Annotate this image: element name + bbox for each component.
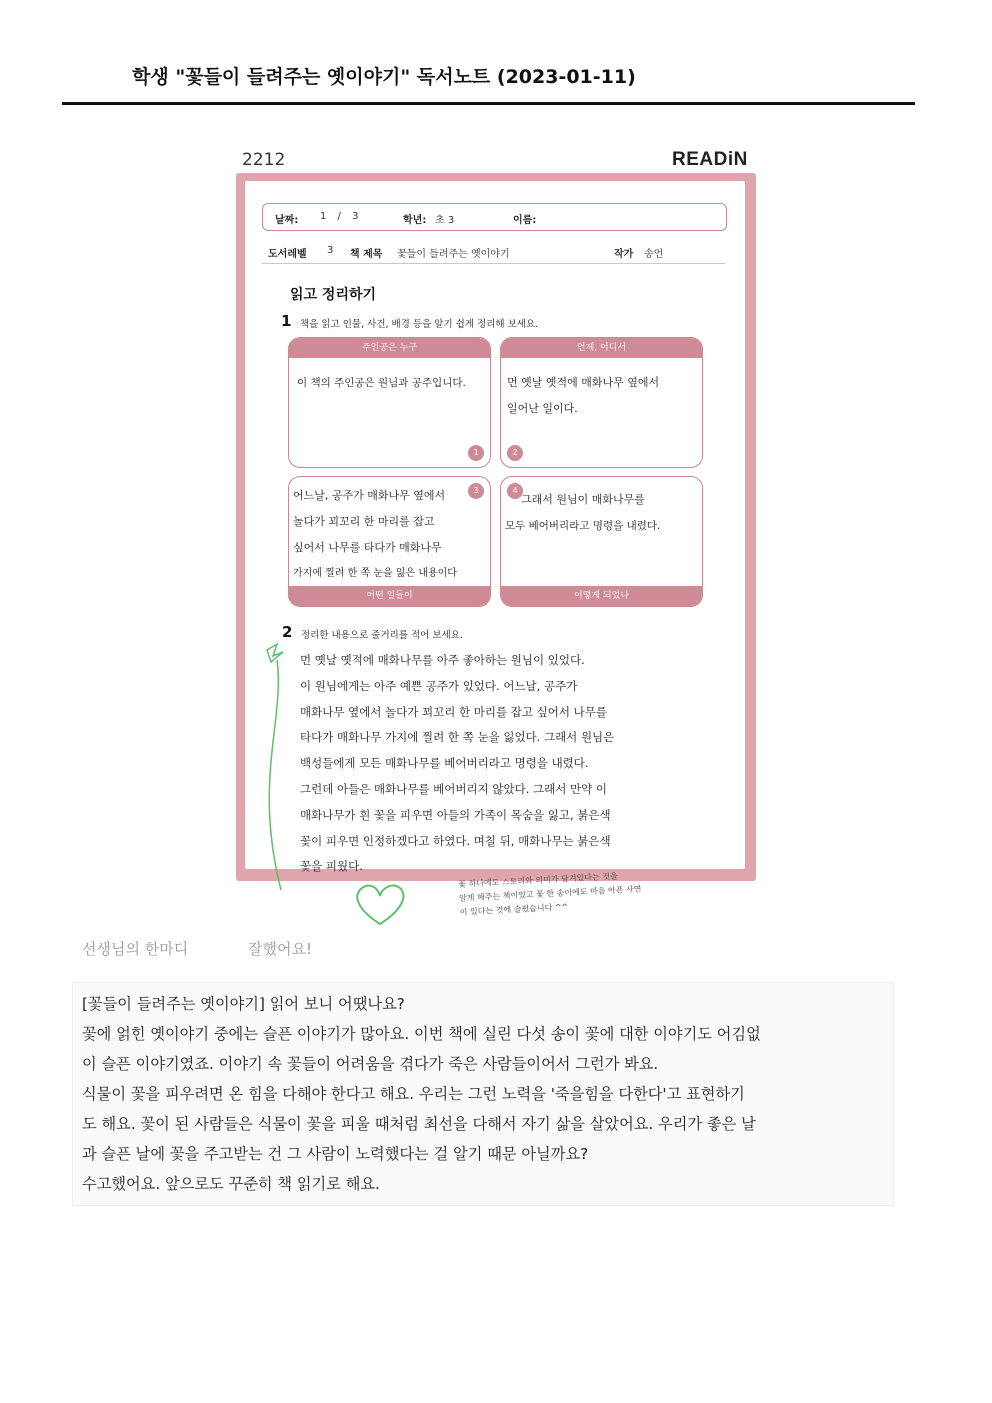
quadrant-header: 어떻게 되었나: [501, 586, 702, 606]
sheet-number: 2212: [242, 150, 286, 170]
section-heading: 읽고 정리하기: [290, 287, 377, 303]
summary-line: 꽃을 피웠다.: [300, 859, 363, 874]
quadrant-number: 1: [468, 445, 484, 461]
teacher-comment-label: 선생님의 한마디: [82, 940, 189, 958]
grade-value: 초 3: [435, 215, 455, 226]
margin-note-line: 이 있다는 것에 슬펐습니다 ^^: [459, 902, 569, 917]
summary-line: 백성들에게 모든 매화나무를 베어버리라고 명령을 내렸다.: [300, 756, 589, 771]
summary-line: 매화나무 옆에서 놀다가 꾀꼬리 한 마리를 잡고 싶어서 나무를: [300, 704, 607, 719]
book-title-value: 꽃들이 들려주는 옛이야기: [397, 249, 510, 260]
summary-line: 그런데 아들은 매화나무를 베어버리지 않았다. 그래서 만약 이: [300, 781, 607, 796]
grade-label: 학년:: [403, 215, 427, 226]
quadrant-when-where: [500, 337, 703, 468]
title-divider: [62, 102, 915, 105]
quadrant-events: [288, 476, 491, 607]
book-author-label: 작가: [614, 249, 634, 260]
quadrant-protagonist: [288, 337, 491, 468]
quadrant-answer-line: 그래서 원님이 매화나무를: [521, 493, 645, 506]
date-value: 1 / 3: [320, 211, 359, 222]
letter-line: 식물이 꽃을 피우려면 온 힘을 다해야 한다고 해요. 우리는 그런 노력을 '죽을힘을 다한다'고 표현하기: [82, 1085, 745, 1103]
summary-line: 먼 옛날 옛적에 매화나무를 아주 좋아하는 원님이 있었다.: [300, 653, 585, 667]
margin-note-line: 꽃 하나에도 스토리와 의미가 담겨있다는 것을: [458, 871, 618, 889]
page-title: 학생 "꽃들이 들려주는 옛이야기" 독서노트 (2023-01-11): [132, 66, 636, 88]
quadrant-answer-line: 어느날, 공주가 매화나무 옆에서: [293, 489, 446, 502]
quadrant-answer-line: 싶어서 나무를 타다가 매화나무: [293, 541, 442, 554]
quadrant-answer-line: 먼 옛날 옛적에 매화나무 옆에서: [507, 376, 660, 389]
name-label: 이름:: [513, 215, 537, 226]
quadrant-number: 3: [468, 483, 484, 499]
quadrant-number: 4: [507, 483, 523, 499]
quadrant-number: 2: [507, 445, 523, 461]
quadrant-header: 주인공은 누구: [289, 338, 490, 358]
letter-line: 도 해요. 꽃이 된 사람들은 식물이 꽃을 피울 때처럼 최선을 다해서 자기 삶을 살았어요. 우리가 좋은 날: [82, 1115, 756, 1133]
date-label: 날짜:: [275, 215, 299, 226]
green-heart-doodle-icon: [350, 880, 410, 930]
book-author-value: 송언: [644, 249, 664, 260]
brand-logo: READiN: [672, 149, 748, 170]
summary-line: 이 원님에게는 아주 예쁜 공주가 있었다. 어느날, 공주가: [300, 678, 578, 693]
book-title-label: 책 제목: [350, 249, 383, 260]
book-info-divider: [262, 263, 725, 264]
question-2-text: 정리한 내용으로 줄거리를 적어 보세요.: [301, 630, 463, 641]
teacher-letter: [82, 989, 892, 1199]
margin-note-line: 알게 해주는 책이었고 꽃 한 송이에도 마음 아픈 사연: [458, 884, 642, 903]
teacher-comment: 잘했어요!: [248, 940, 312, 958]
question-2-number: 2: [282, 623, 293, 641]
quadrant-answer-line: 놀다가 꾀꼬리 한 마리를 잡고: [293, 515, 435, 528]
letter-line: 이 슬픈 이야기였죠. 이야기 속 꽃들이 어려움을 겪다가 죽은 사람들이어서 그런가 봐요.: [82, 1055, 659, 1073]
quadrant-answer-line: 일어난 일이다.: [507, 402, 578, 415]
letter-line: [꽃들이 들려주는 옛이야기] 읽어 보니 어땠나요?: [82, 995, 405, 1013]
quadrant-answer-line: 모두 베어버리라고 명령을 내렸다.: [505, 520, 661, 532]
quadrant-outcome: [500, 476, 703, 607]
quadrant-answer-line: 가지에 찔려 한 쪽 눈을 잃은 내용이다: [293, 568, 457, 579]
summary-line: 타다가 매화나무 가지에 찔려 한 쪽 눈을 잃었다. 그래서 원님은: [300, 730, 615, 745]
book-level-value: 3: [327, 245, 334, 256]
quadrant-header: 언제, 어디서: [501, 338, 702, 358]
summary-line: 꽃이 피우면 인정하겠다고 하였다. 며칠 뒤, 매화나무는 붉은색: [300, 833, 611, 848]
quadrant-header: 어떤 일들이: [289, 586, 490, 606]
letter-line: 수고했어요. 앞으로도 꾸준히 책 읽기로 해요.: [82, 1175, 380, 1193]
quadrant-answer-line: 이 책의 주인공은 원님과 공주입니다.: [297, 377, 466, 389]
summary-line: 매화나무가 흰 꽃을 피우면 아들의 가족이 목숨을 잃고, 붉은색: [300, 807, 611, 822]
book-level-label: 도서레벨: [268, 249, 307, 260]
question-1-number: 1: [281, 312, 292, 330]
question-1-text: 책을 읽고 인물, 사건, 배경 등을 알기 쉽게 정리해 보세요.: [300, 319, 539, 330]
plot-summary: [300, 648, 730, 880]
letter-line: 과 슬픈 날에 꽃을 주고받는 건 그 사람이 노력했다는 걸 알기 때문 아닐까요?: [82, 1145, 589, 1163]
letter-line: 꽃에 얽힌 옛이야기 중에는 슬픈 이야기가 많아요. 이번 책에 실린 다섯 송이 꽃에 대한 이야기도 어김없: [82, 1025, 761, 1043]
